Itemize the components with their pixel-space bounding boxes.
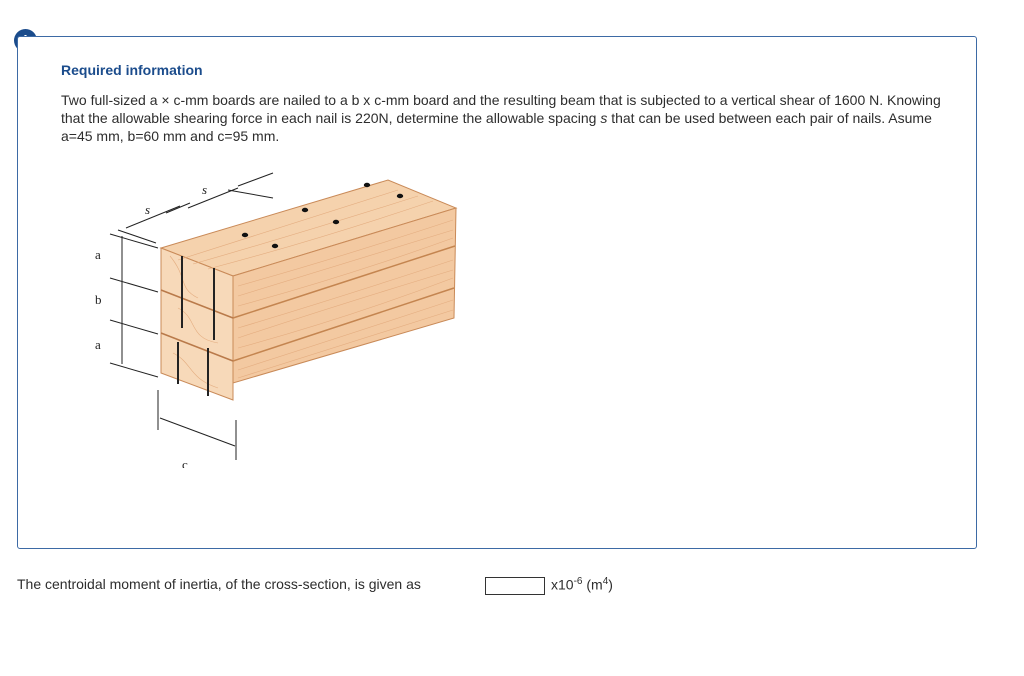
unit-exponent: -6 (573, 576, 583, 587)
dimension-vertical (110, 234, 158, 377)
unit-prefix: x10 (551, 576, 574, 593)
info-body (61, 91, 941, 145)
label-a-bottom: a (95, 337, 101, 352)
dimension-c (158, 390, 236, 460)
moment-of-inertia-input[interactable] (485, 577, 545, 595)
unit-mid: (m (582, 576, 603, 593)
unit-exponent-2: 4 (602, 576, 609, 587)
unit-label (551, 576, 613, 593)
label-b: b (95, 292, 102, 307)
unit-suffix: ) (608, 576, 613, 593)
info-title: Required information (61, 62, 203, 78)
info-body-text-1: Two full-sized a × c-mm boards are nailed to a b x c-mm board and the resulting beam that is subjected to a vertical shear of 1600 N. Knowing that the allowable shearing force in each nail is 220N, determine the allowable spacing (61, 92, 941, 126)
label-s-2: s (202, 182, 208, 197)
label-s-1: s (145, 202, 151, 217)
label-a-top: a (95, 247, 101, 262)
info-body-variable-s: s (600, 110, 608, 126)
question-text: The centroidal moment of inertia, of the cross-section, is given as (17, 576, 421, 592)
info-body-text-2: that can be used between each pair of nails. Asume a=45 mm, b=60 mm and c=95 mm. (61, 110, 932, 144)
beam-figure (78, 168, 468, 468)
label-c: c (182, 457, 188, 468)
